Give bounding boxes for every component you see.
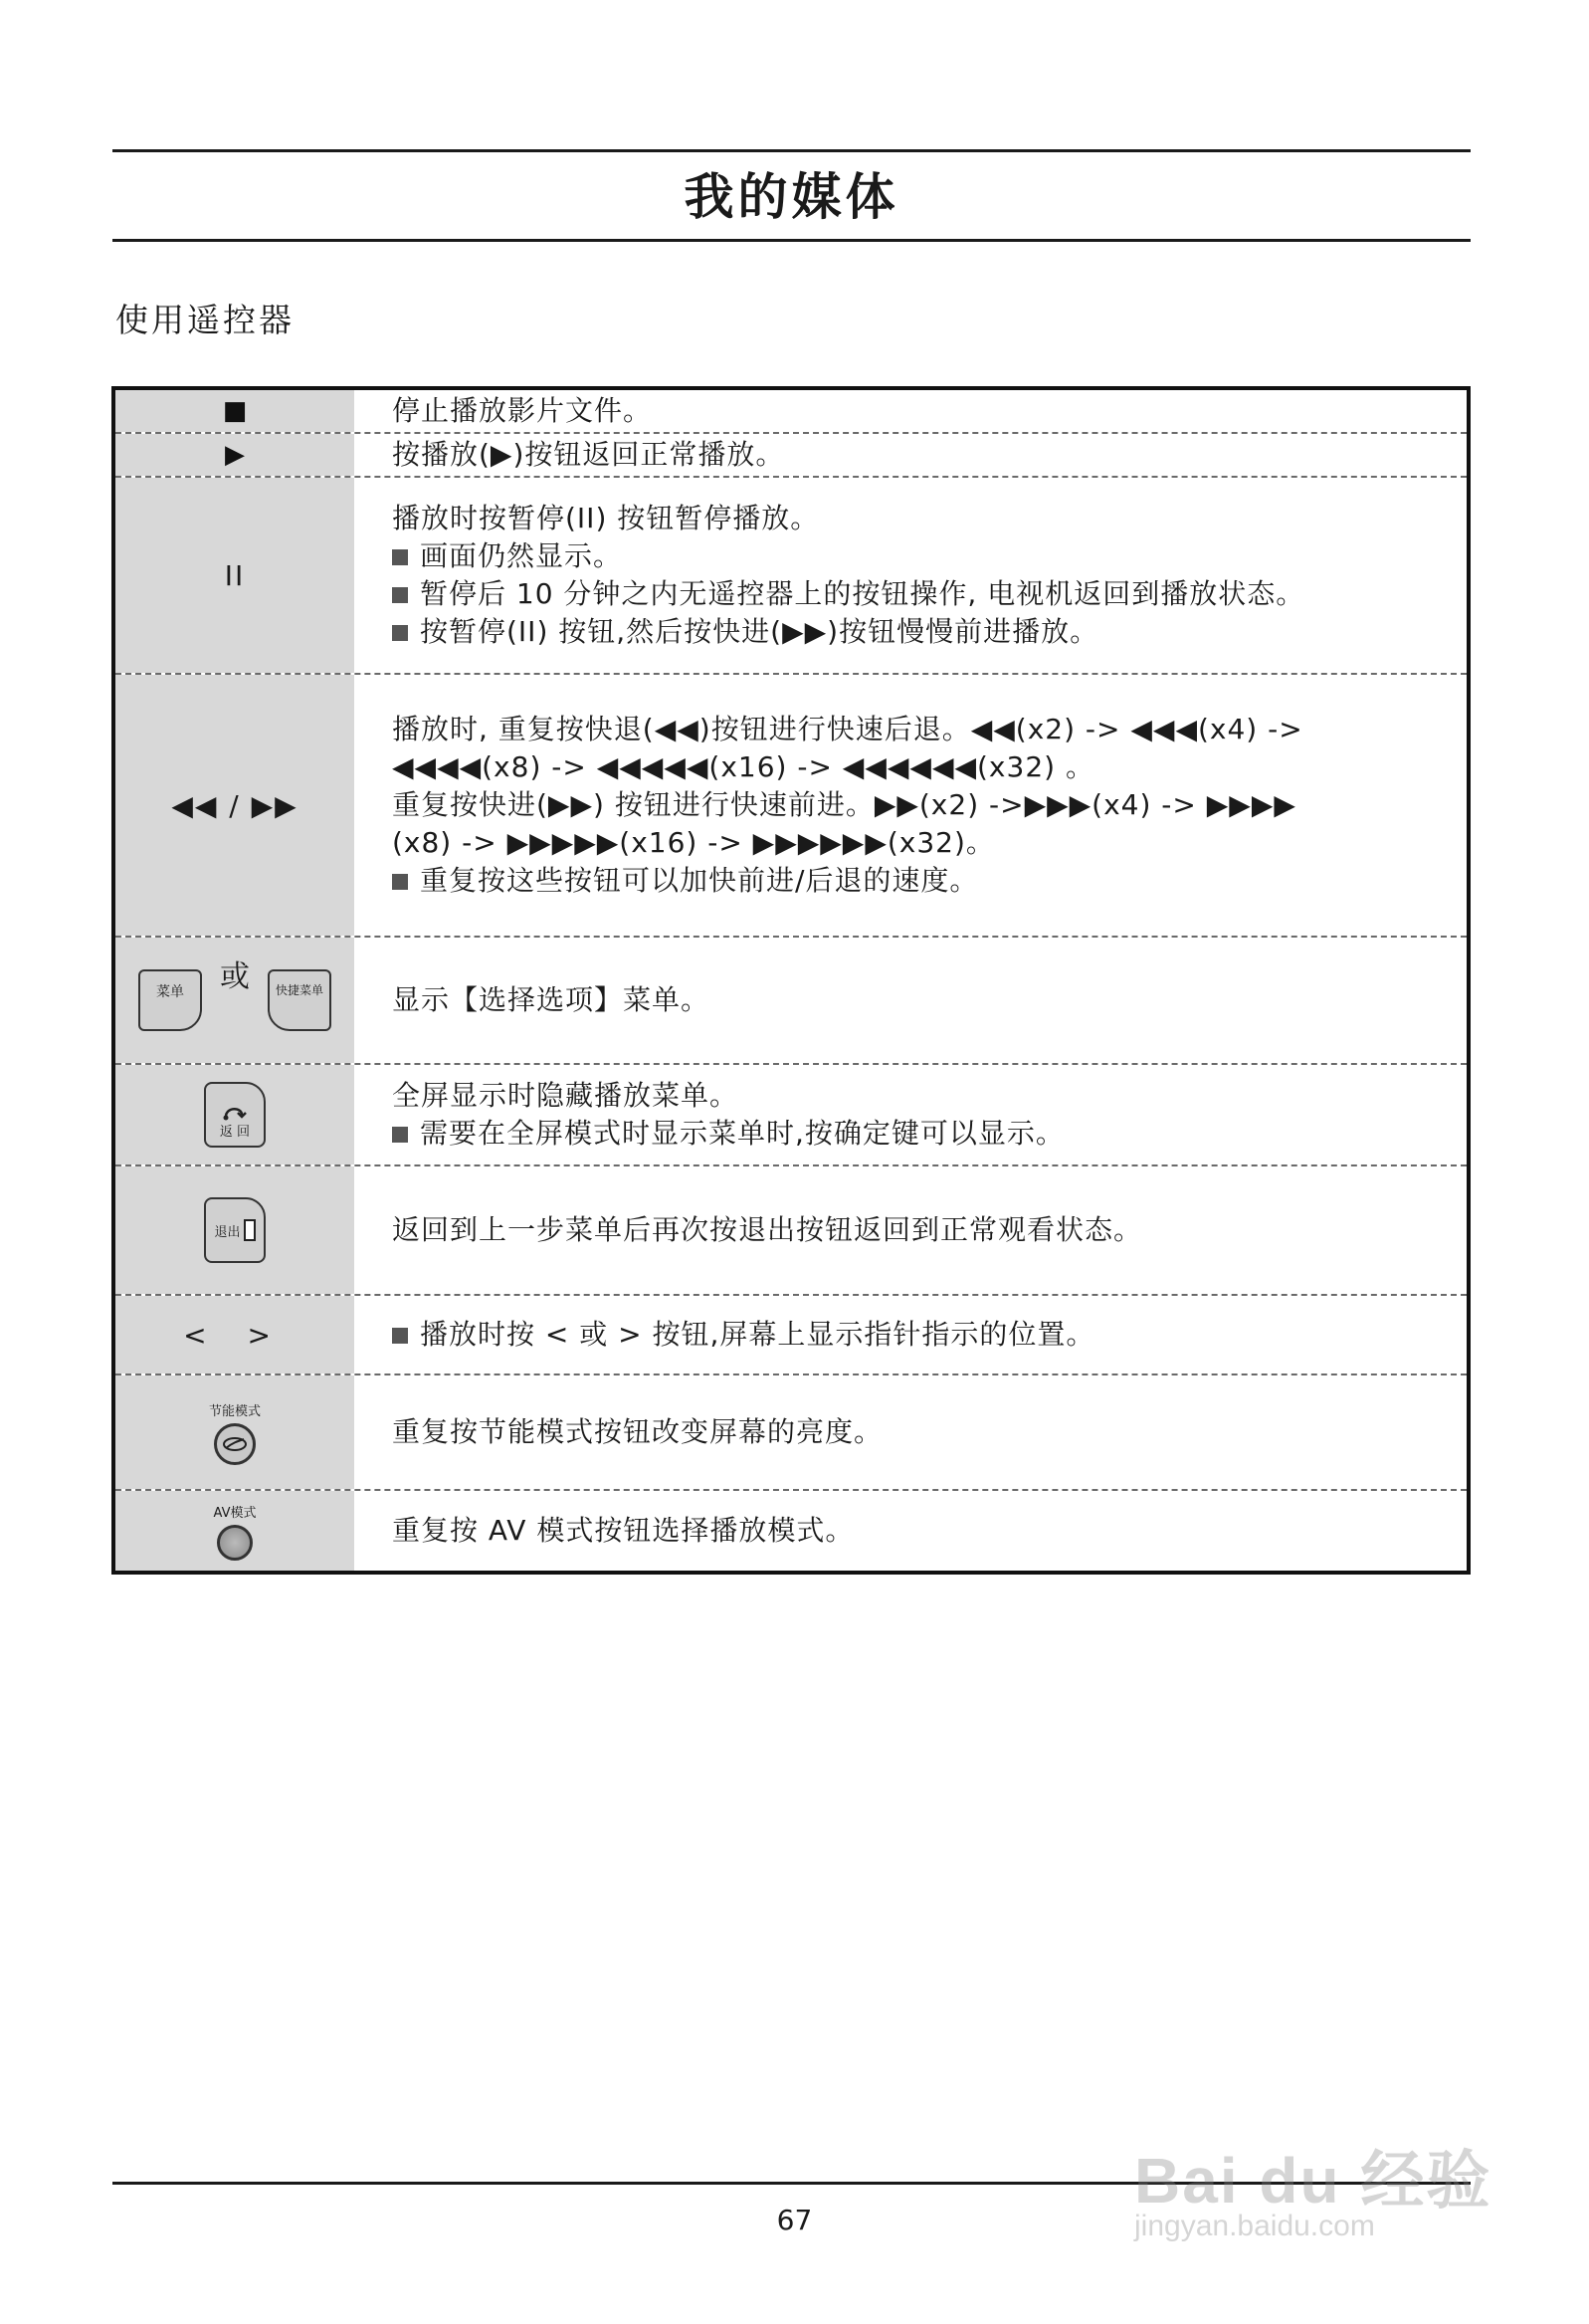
key-cell <box>115 390 354 432</box>
av-mode-label: AV模式 <box>213 1505 257 1521</box>
watermark-brand: Bai du 经验 <box>1134 2145 1492 2217</box>
table-row <box>115 675 1467 938</box>
quick-menu-button-label: 快捷菜单 <box>275 983 323 997</box>
desc-bullet-text: 重复按这些按钮可以加快前进/后退的速度。 <box>420 864 979 897</box>
desc-bullet-line <box>392 1316 1447 1354</box>
desc-bullet-text: 暂停后 10 分钟之内无遥控器上的按钮操作, 电视机返回到播放状态。 <box>420 577 1305 610</box>
menu-button-label: 菜单 <box>156 984 184 1000</box>
bullet-icon <box>392 549 408 565</box>
rewind-forward-icon: ◀◀ / ▶▶ <box>171 788 298 822</box>
desc-line: ◀◀◀◀(x8) -> ◀◀◀◀◀(x16) -> ◀◀◀◀◀◀(x32) 。 <box>392 750 1094 783</box>
watermark-url: jingyan.baidu.com <box>1134 2210 1375 2242</box>
menu-button-icon <box>138 969 202 1031</box>
return-arrow-icon <box>222 1103 248 1121</box>
desc-bullet-line <box>392 613 1447 651</box>
left-right-arrow-icon: < > <box>183 1318 287 1352</box>
title-rule <box>112 239 1471 242</box>
eco-mode-button-group <box>209 1400 261 1465</box>
desc-cell <box>354 478 1467 673</box>
bullet-icon <box>392 1127 408 1143</box>
table-row <box>115 1375 1467 1491</box>
key-cell <box>115 1296 354 1373</box>
desc-line: 停止播放影片文件。 <box>392 394 653 427</box>
desc-bullet-line <box>392 575 1447 613</box>
desc-cell <box>354 390 1467 432</box>
desc-cell <box>354 434 1467 476</box>
key-cell <box>115 675 354 936</box>
desc-bullet-text: 播放时按 < 或 > 按钮,屏幕上显示指针指示的位置。 <box>420 1318 1095 1351</box>
pause-icon: II <box>224 558 246 592</box>
desc-line: 播放时, 重复按快退(◀◀)按钮进行快速后退。◀◀(x2) -> ◀◀◀(x4) -> <box>392 713 1303 745</box>
section-heading: 使用遥控器 <box>115 301 295 339</box>
play-icon: ▶ <box>225 440 245 470</box>
desc-line: 重复按节能模式按钮改变屏幕的亮度。 <box>392 1415 884 1448</box>
bullet-icon <box>392 1328 408 1344</box>
desc-line: 全屏显示时隐藏播放菜单。 <box>392 1079 739 1112</box>
page-title: 我的媒体 <box>684 168 899 226</box>
table-row <box>115 1491 1467 1571</box>
desc-bullet-text: 画面仍然显示。 <box>420 539 623 572</box>
key-cell <box>115 1065 354 1164</box>
desc-cell <box>354 1375 1467 1489</box>
table-row <box>115 1166 1467 1296</box>
key-cell <box>115 1491 354 1571</box>
desc-line: 按播放(▶)按钮返回正常播放。 <box>392 438 785 471</box>
key-cell <box>115 1375 354 1489</box>
table-row <box>115 478 1467 675</box>
desc-cell <box>354 1491 1467 1571</box>
table-row <box>115 390 1467 434</box>
leaf-icon <box>222 1435 248 1453</box>
desc-bullet-line <box>392 537 1447 575</box>
bullet-icon <box>392 587 408 603</box>
av-mode-button-icon <box>217 1525 253 1561</box>
baidu-watermark <box>1124 2110 1502 2269</box>
bullet-icon <box>392 874 408 890</box>
stop-icon: ■ <box>222 396 248 426</box>
desc-line: 重复按 AV 模式按钮选择播放模式。 <box>392 1514 855 1547</box>
exit-button-icon <box>204 1197 266 1263</box>
table-row <box>115 938 1467 1065</box>
bullet-icon <box>392 625 408 641</box>
desc-cell <box>354 1296 1467 1373</box>
quick-menu-button-icon <box>268 969 331 1031</box>
key-cell <box>115 478 354 673</box>
back-button-icon <box>204 1082 266 1148</box>
key-cell <box>115 938 354 1063</box>
desc-cell <box>354 675 1467 936</box>
desc-line: 返回到上一步菜单后再次按退出按钮返回到正常观看状态。 <box>392 1213 1143 1246</box>
table-row <box>115 1065 1467 1166</box>
exit-door-icon <box>244 1219 256 1241</box>
desc-bullet-line <box>392 1115 1447 1153</box>
or-label: 或 <box>220 959 250 994</box>
av-mode-button-group <box>214 1502 257 1561</box>
eco-mode-label: 节能模式 <box>208 1403 261 1419</box>
desc-bullet-text: 按暂停(II) 按钮,然后按快进(▶▶)按钮慢慢前进播放。 <box>420 615 1099 648</box>
desc-line: 重复按快进(▶▶) 按钮进行快速前进。▶▶(x2) ->▶▶▶(x4) -> ▶▶▶▶ <box>392 788 1296 821</box>
desc-bullet-line <box>392 862 1447 900</box>
table-row <box>115 1296 1467 1375</box>
key-cell <box>115 434 354 476</box>
desc-line: 显示【选择选项】菜单。 <box>392 983 710 1016</box>
remote-control-table <box>111 386 1471 1575</box>
desc-bullet-text: 需要在全屏模式时显示菜单时,按确定键可以显示。 <box>420 1117 1065 1150</box>
desc-cell <box>354 1166 1467 1294</box>
desc-cell <box>354 938 1467 1063</box>
top-rule <box>112 149 1471 152</box>
desc-line: (x8) -> ▶▶▶▶▶(x16) -> ▶▶▶▶▶▶(x32)。 <box>392 826 995 859</box>
desc-line: 播放时按暂停(II) 按钮暂停播放。 <box>392 502 820 534</box>
table-row <box>115 434 1467 478</box>
back-button-label: 返 回 <box>219 1125 251 1140</box>
eco-mode-button-icon <box>214 1423 256 1465</box>
key-cell <box>115 1166 354 1294</box>
exit-button-label: 退出 <box>214 1224 241 1240</box>
desc-cell <box>354 1065 1467 1164</box>
page-number: 67 <box>776 2204 813 2236</box>
